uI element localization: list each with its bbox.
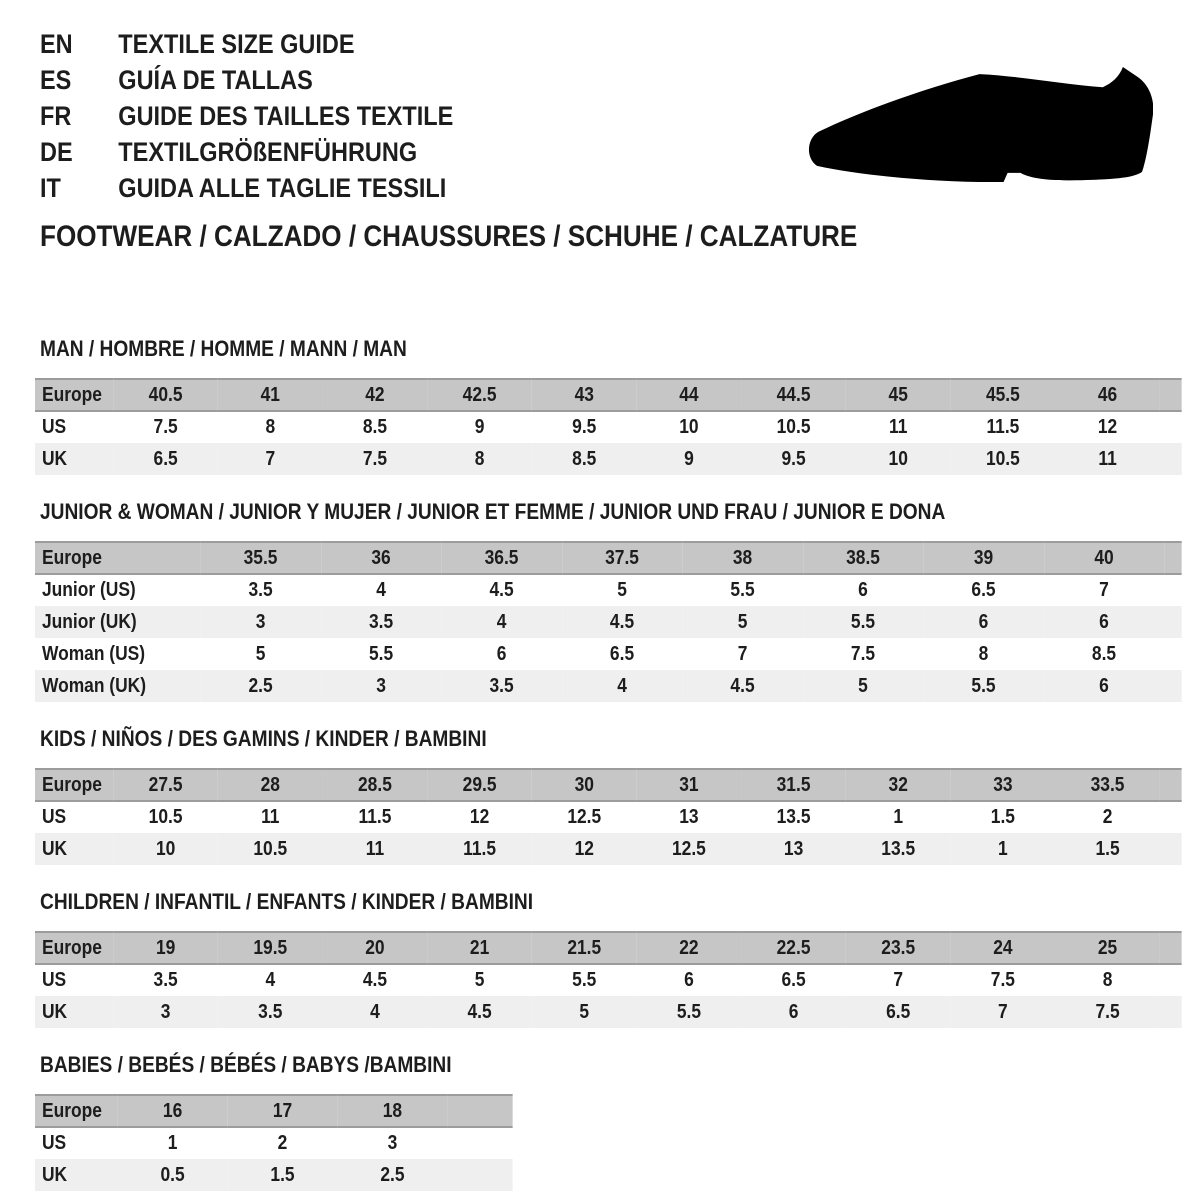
- row-label: Europe: [35, 769, 113, 801]
- size-value: 5: [682, 606, 802, 638]
- size-value: 7.5: [323, 443, 428, 475]
- size-table-junior-woman: [35, 541, 1182, 702]
- size-value: 3.5: [248, 579, 273, 601]
- row-label: Europe: [35, 379, 113, 411]
- size-table-man: [35, 378, 1182, 475]
- size-value: 1.5: [990, 806, 1015, 828]
- size-value: 8.5: [532, 443, 637, 475]
- row-pad: [1160, 411, 1182, 443]
- size-value: 3.5: [441, 670, 561, 702]
- size-value: 11.5: [358, 806, 392, 828]
- size-value: 8.5: [362, 416, 388, 438]
- size-value: 3: [113, 996, 218, 1028]
- size-row-us: [35, 964, 1182, 996]
- size-value: 37.5: [562, 542, 682, 574]
- size-value: 13.5: [846, 833, 951, 865]
- section-title-children: CHILDREN / INFANTIL / ENFANTS / KINDER / BAMBINI: [40, 889, 534, 914]
- size-value: 22: [637, 932, 742, 964]
- size-value: 16: [118, 1095, 228, 1127]
- size-value: 7: [951, 996, 1056, 1028]
- size-value: 2: [1102, 806, 1113, 828]
- size-row-us: [35, 1127, 513, 1159]
- row-pad: [1164, 638, 1181, 670]
- row-pad: [1160, 769, 1182, 801]
- size-value: 40.5: [113, 379, 218, 411]
- size-value: 3.5: [321, 606, 441, 638]
- size-row-uk: [35, 443, 1182, 475]
- size-row-uk: [35, 996, 1182, 1028]
- size-value: 28: [218, 769, 323, 801]
- size-value: 12: [1097, 416, 1118, 438]
- size-value: 13: [741, 833, 846, 865]
- size-value: 5: [532, 996, 637, 1028]
- size-value: 4.5: [427, 996, 532, 1028]
- size-value: 10: [846, 443, 951, 475]
- size-value: 3: [200, 606, 320, 638]
- size-value: 9.5: [741, 443, 846, 475]
- language-code: EN: [40, 29, 73, 59]
- size-value: 1: [893, 806, 904, 828]
- size-row-europe: [35, 1095, 513, 1127]
- size-value: 42.5: [427, 379, 532, 411]
- size-value: 17: [228, 1095, 338, 1127]
- size-value: 24: [951, 932, 1056, 964]
- size-value: 5: [803, 670, 923, 702]
- size-value: 4: [376, 579, 386, 601]
- row-label: Woman (UK): [35, 670, 200, 702]
- size-value: 19.5: [218, 932, 323, 964]
- size-value: 7.5: [850, 642, 876, 665]
- size-value: 4: [562, 670, 682, 702]
- language-code: IT: [40, 173, 61, 203]
- size-value: 22.5: [741, 932, 846, 964]
- size-value: 19: [113, 932, 218, 964]
- row-label: UK: [35, 996, 113, 1028]
- row-pad: [1164, 542, 1181, 574]
- row-pad: [447, 1095, 512, 1127]
- size-value: 9: [637, 443, 742, 475]
- size-value: 32: [846, 769, 951, 801]
- size-value: 44.5: [741, 379, 846, 411]
- size-value: 8.5: [1091, 642, 1117, 665]
- row-pad: [447, 1159, 512, 1191]
- size-value: 5: [474, 969, 485, 991]
- row-label: UK: [35, 443, 113, 475]
- size-table-children: [35, 931, 1182, 1028]
- size-value: 4.5: [562, 606, 682, 638]
- row-pad: [1160, 932, 1182, 964]
- size-row-woman-us: [35, 638, 1182, 670]
- size-table-kids: [35, 768, 1182, 865]
- row-pad: [1160, 833, 1182, 865]
- size-value: 5: [255, 642, 266, 665]
- size-value: 11: [889, 416, 908, 438]
- size-value: 18: [337, 1095, 447, 1127]
- size-value: 12.5: [567, 806, 602, 828]
- size-value: 21: [427, 932, 532, 964]
- language-title: GUIDE DES TAILLES TEXTILE: [118, 101, 454, 131]
- size-value: 6.5: [609, 642, 635, 665]
- language-code: DE: [40, 137, 73, 167]
- size-value: 4: [265, 969, 276, 991]
- row-pad: [1164, 670, 1181, 702]
- section-title-man: MAN / HOMBRE / HOMME / MANN / MAN: [40, 336, 407, 361]
- row-label: UK: [35, 1159, 118, 1191]
- row-label: US: [41, 969, 67, 991]
- size-value: 5.5: [368, 642, 394, 665]
- size-value: 3: [321, 670, 441, 702]
- size-value: 7: [893, 969, 904, 991]
- row-label: UK: [35, 833, 113, 865]
- row-label: US: [41, 1132, 67, 1154]
- section-kids: [35, 728, 1200, 865]
- size-row-uk: [35, 833, 1182, 865]
- size-row-us: [35, 801, 1182, 833]
- language-row-en: [40, 26, 1049, 62]
- language-title: TEXTILGRÖßENFÜHRUNG: [118, 137, 418, 167]
- size-value: 6: [684, 969, 694, 991]
- size-value: 41: [218, 379, 323, 411]
- size-value: 13.5: [776, 806, 811, 828]
- size-value: 7.5: [990, 969, 1015, 991]
- size-value: 39: [923, 542, 1043, 574]
- size-value: 7: [737, 642, 748, 665]
- size-value: 36: [321, 542, 441, 574]
- row-label: Woman (US): [41, 642, 146, 665]
- size-value: 30: [532, 769, 637, 801]
- row-pad: [1164, 606, 1181, 638]
- size-value: 9.5: [572, 416, 597, 438]
- size-value: 20: [323, 932, 428, 964]
- size-value: 33.5: [1055, 769, 1160, 801]
- size-value: 4: [441, 606, 561, 638]
- size-value: 45: [846, 379, 951, 411]
- section-junior-woman: [35, 501, 1200, 702]
- size-row-junior-us: [35, 574, 1182, 606]
- language-code: FR: [40, 101, 72, 131]
- section-children: [35, 891, 1200, 1028]
- size-value: 40: [1044, 542, 1164, 574]
- size-value: 5: [617, 579, 627, 601]
- category-line: FOOTWEAR / CALZADO / CHAUSSURES / SCHUHE / CALZATURE: [40, 220, 858, 253]
- size-value: 10.5: [951, 443, 1056, 475]
- size-value: 11.5: [986, 416, 1020, 438]
- size-value: 10.5: [148, 806, 183, 828]
- row-pad: [447, 1127, 512, 1159]
- size-value: 10: [113, 833, 218, 865]
- size-value: 46: [1055, 379, 1160, 411]
- size-value: 1: [951, 833, 1056, 865]
- size-value: 11.5: [427, 833, 532, 865]
- language-code: ES: [40, 65, 72, 95]
- size-value: 6.5: [781, 969, 806, 991]
- size-value: 6: [1044, 670, 1164, 702]
- language-title: GUÍA DE TALLAS: [118, 65, 313, 95]
- size-value: 38: [682, 542, 802, 574]
- size-value: 8: [1102, 969, 1113, 991]
- size-value: 8: [978, 642, 989, 665]
- row-pad: [1160, 801, 1182, 833]
- row-pad: [1164, 574, 1181, 606]
- size-value: 42: [323, 379, 428, 411]
- size-value: 6: [741, 996, 846, 1028]
- size-value: 21.5: [532, 932, 637, 964]
- size-value: 0.5: [118, 1159, 228, 1191]
- size-value: 6: [496, 642, 507, 665]
- size-value: 7.5: [153, 416, 178, 438]
- size-value: 12: [469, 806, 490, 828]
- size-row-us: [35, 411, 1182, 443]
- size-value: 31.5: [741, 769, 846, 801]
- size-value: 43: [532, 379, 637, 411]
- size-value: 12.5: [637, 833, 742, 865]
- size-value: 3.5: [218, 996, 323, 1028]
- size-value: 1.5: [1055, 833, 1160, 865]
- size-value: 27.5: [113, 769, 218, 801]
- size-value: 2.5: [200, 670, 320, 702]
- size-row-europe: [35, 542, 1182, 574]
- size-value: 1.5: [228, 1159, 338, 1191]
- row-pad: [1160, 379, 1182, 411]
- size-row-uk: [35, 1159, 513, 1191]
- size-value: 25: [1055, 932, 1160, 964]
- size-value: 28.5: [323, 769, 428, 801]
- size-value: 2.5: [337, 1159, 447, 1191]
- size-value: 9: [474, 416, 485, 438]
- size-value: 44: [637, 379, 742, 411]
- size-value: 38.5: [803, 542, 923, 574]
- size-value: 5.5: [730, 579, 755, 601]
- size-value: 36.5: [441, 542, 561, 574]
- size-value: 6.5: [113, 443, 218, 475]
- section-babies: [35, 1054, 1200, 1191]
- row-label: US: [41, 806, 67, 828]
- size-value: 3.5: [153, 969, 178, 991]
- size-value: 11: [323, 833, 428, 865]
- shoe-icon: [805, 61, 1153, 188]
- size-value: 5.5: [923, 670, 1043, 702]
- size-value: 45.5: [951, 379, 1056, 411]
- size-row-europe: [35, 932, 1182, 964]
- size-value: 6: [858, 579, 868, 601]
- size-value: 5.5: [572, 969, 597, 991]
- size-row-europe: [35, 379, 1182, 411]
- size-value: 10.5: [776, 416, 811, 438]
- size-value: 23.5: [846, 932, 951, 964]
- size-value: 10.5: [218, 833, 323, 865]
- size-value: 3: [387, 1132, 398, 1154]
- size-value: 7.5: [1055, 996, 1160, 1028]
- row-label: Junior (UK): [35, 606, 200, 638]
- size-value: 8: [427, 443, 532, 475]
- size-value: 4.5: [682, 670, 802, 702]
- row-label: Europe: [35, 1095, 118, 1127]
- size-row-woman-uk: [35, 670, 1182, 702]
- size-value: 8: [265, 416, 276, 438]
- size-value: 1: [167, 1132, 178, 1154]
- row-label: US: [41, 416, 67, 438]
- size-value: 7: [218, 443, 323, 475]
- size-value: 35.5: [200, 542, 320, 574]
- size-value: 4: [323, 996, 428, 1028]
- size-value: 12: [532, 833, 637, 865]
- row-label: Europe: [35, 932, 113, 964]
- size-value: 6.5: [846, 996, 951, 1028]
- size-value: 29.5: [427, 769, 532, 801]
- size-value: 6.5: [971, 579, 996, 601]
- size-row-junior-uk: [35, 606, 1182, 638]
- row-label: Europe: [35, 542, 200, 574]
- row-pad: [1160, 964, 1182, 996]
- size-value: 6: [923, 606, 1043, 638]
- section-man: [35, 338, 1200, 475]
- size-value: 2: [277, 1132, 288, 1154]
- size-value: 11: [261, 806, 280, 828]
- size-value: 11: [1055, 443, 1160, 475]
- size-value: 5.5: [637, 996, 742, 1028]
- size-table-babies: [35, 1094, 513, 1191]
- size-value: 33: [951, 769, 1056, 801]
- size-value: 10: [679, 416, 699, 438]
- size-value: 13: [679, 806, 699, 828]
- size-value: 5.5: [803, 606, 923, 638]
- size-value: 4.5: [362, 969, 388, 991]
- row-label: Junior (US): [41, 579, 136, 601]
- section-title-babies: BABIES / BEBÉS / BÉBÉS / BABYS /BAMBINI: [40, 1052, 452, 1077]
- row-pad: [1160, 443, 1182, 475]
- section-title-junior-woman: JUNIOR & WOMAN / JUNIOR Y MUJER / JUNIOR ET FEMME / JUNIOR UND FRAU / JUNIOR E DONA: [40, 499, 946, 524]
- language-title: TEXTILE SIZE GUIDE: [118, 29, 355, 59]
- section-title-kids: KIDS / NIÑOS / DES GAMINS / KINDER / BAMBINI: [40, 726, 487, 751]
- size-row-europe: [35, 769, 1182, 801]
- size-value: 7: [1099, 579, 1109, 601]
- language-title: GUIDA ALLE TAGLIE TESSILI: [118, 173, 447, 203]
- size-value: 31: [637, 769, 742, 801]
- row-pad: [1160, 996, 1182, 1028]
- size-value: 6: [1044, 606, 1164, 638]
- size-value: 4.5: [489, 579, 514, 601]
